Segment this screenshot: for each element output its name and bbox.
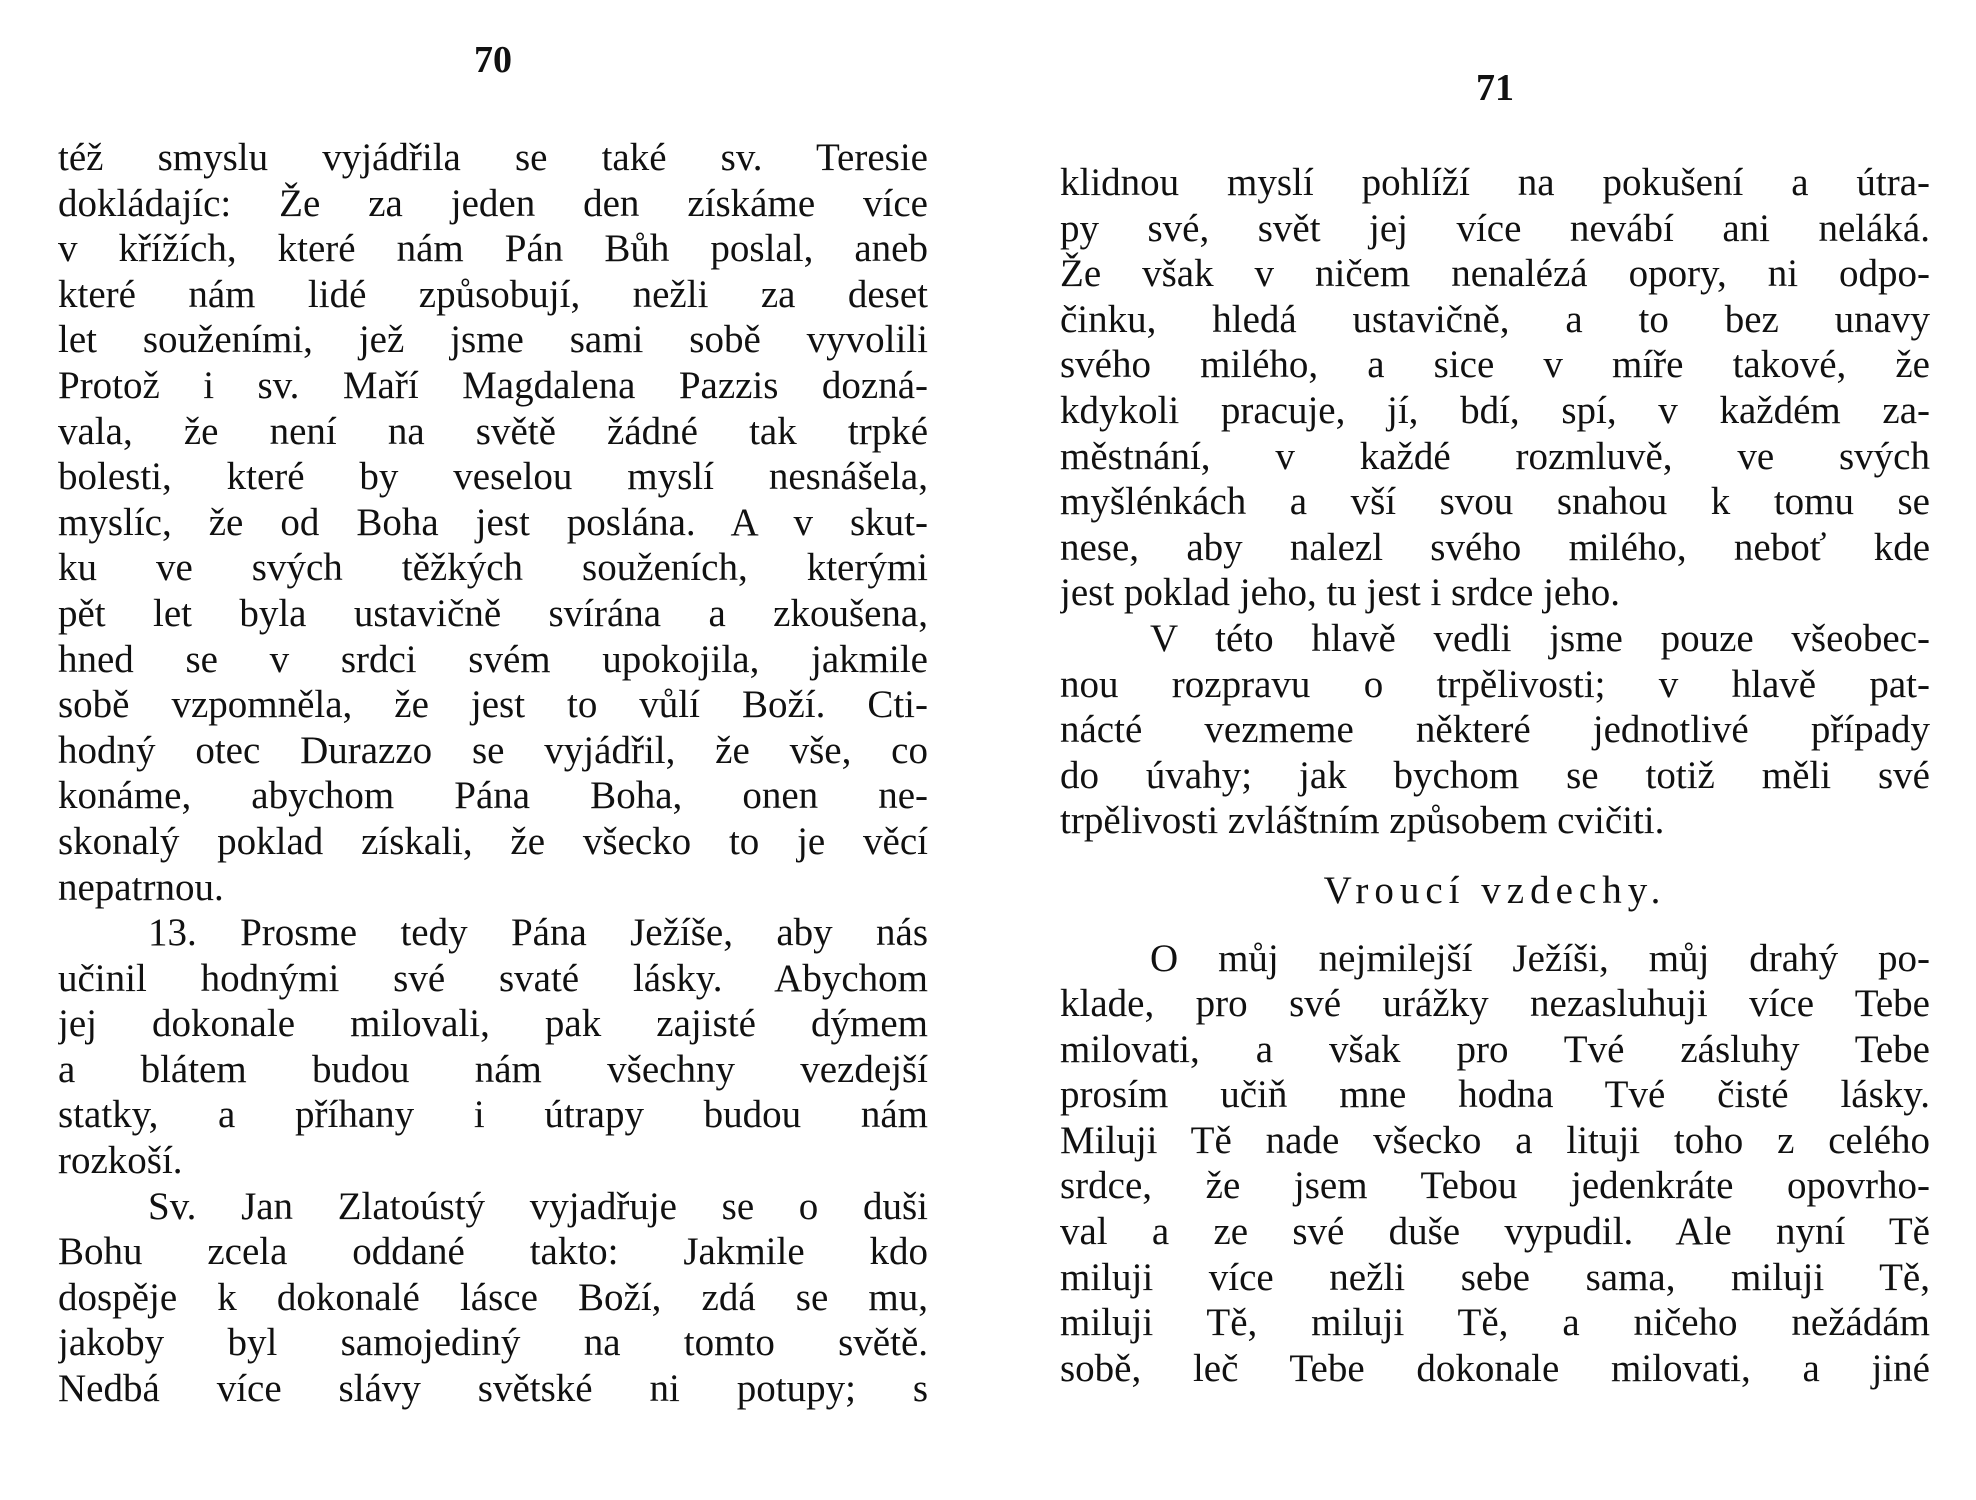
text-line: jest poklad jeho, tu jest i srdce jeho. xyxy=(1060,571,1620,615)
right-page-text xyxy=(1060,160,1930,1391)
text-line: miluji více nežli sebe sama, miluji Tě, xyxy=(1060,1255,1930,1299)
text-line: val a ze své duše vypudil. Ale nyní Tě xyxy=(1060,1210,1930,1254)
text-line: nácté vezmeme některé jednotlivé případy xyxy=(1060,708,1930,752)
text-line: myšlénkách a vší svou snahou k tomu se xyxy=(1060,480,1930,524)
text-line: činku, hledá ustavičně, a to bez unavy xyxy=(1060,297,1930,341)
text-line: kdykoli pracuje, jí, bdí, spí, v každém za- xyxy=(1060,388,1930,432)
text-line: v křížích, které nám Pán Bůh poslal, aneb xyxy=(58,227,928,271)
text-line: dokládajíc: Že za jeden den získáme více xyxy=(58,181,928,225)
text-line: miluji Tě, miluji Tě, a ničeho nežádám xyxy=(1060,1301,1930,1345)
text-line: do úvahy; jak bychom se totiž měli své xyxy=(1060,753,1930,797)
text-line: pět let byla ustavičně svírána a zkoušena, xyxy=(58,591,928,635)
paragraph-start-line: 13. Prosme tedy Pána Ježíše, aby nás xyxy=(148,911,928,955)
page-number-right: 71 xyxy=(1476,67,1514,109)
text-line: bolesti, které by veselou myslí nesnášela, xyxy=(58,455,928,499)
text-line: Nedbá více slávy světské ni potupy; s xyxy=(58,1367,928,1411)
text-line: vala, že není na světě žádné tak trpké xyxy=(58,409,928,453)
text-line: Že však v ničem nenalézá opory, ni odpo- xyxy=(1060,252,1930,296)
text-line: milovati, a však pro Tvé zásluhy Tebe xyxy=(1060,1027,1930,1071)
text-line: klade, pro své urážky nezasluhuji více Tebe xyxy=(1060,982,1930,1026)
text-line: srdce, že jsem Tebou jedenkráte opovrho- xyxy=(1060,1164,1930,1208)
text-line: svého milého, a sice v míře takové, že xyxy=(1060,343,1930,387)
text-line: nese, aby nalezl svého milého, neboť kde xyxy=(1060,525,1930,569)
page-number-left: 70 xyxy=(474,39,512,81)
text-line: statky, a příhany i útrapy budou nám xyxy=(58,1093,928,1137)
text-line: sobě, leč Tebe dokonale milovati, a jiné xyxy=(1060,1346,1930,1390)
text-line: dospěje k dokonalé lásce Boží, zdá se mu, xyxy=(58,1275,928,1319)
text-line: jakoby byl samojediný na tomto světě. xyxy=(58,1321,928,1365)
text-line: trpělivosti zvláštním způsobem cvičiti. xyxy=(1060,799,1665,843)
text-line: městnání, v každé rozmluvě, ve svých xyxy=(1060,434,1930,478)
text-line: též smyslu vyjádřila se také sv. Teresie xyxy=(58,136,928,179)
text-line: a blátem budou nám všechny vezdejší xyxy=(58,1047,928,1091)
text-line: py své, svět jej více nevábí ani neláká. xyxy=(1060,206,1930,250)
paragraph-start-line: V této hlavě vedli jsme pouze všeobec- xyxy=(1150,616,1930,660)
text-line: nepatrnou. xyxy=(58,865,224,909)
text-line: ku ve svých těžkých souženích, kterými xyxy=(58,546,928,590)
text-line: učinil hodnými své svaté lásky. Abychom xyxy=(58,956,928,1000)
text-line: klidnou myslí pohlíží na pokušení a útra- xyxy=(1060,161,1930,204)
paragraph-start-line: Sv. Jan Zlatoústý vyjadřuje se o duši xyxy=(148,1184,928,1228)
text-line: nou rozpravu o trpělivosti; v hlavě pat- xyxy=(1060,662,1930,706)
text-line: rozkoší. xyxy=(58,1139,183,1183)
left-page-text xyxy=(58,135,928,1412)
text-line: hned se v srdci svém upokojila, jakmile xyxy=(58,637,928,681)
text-line: sobě vzpomněla, že jest to vůlí Boží. Cti- xyxy=(58,683,928,727)
text-line: jej dokonale milovali, pak zajisté dýmem xyxy=(58,1002,928,1046)
section-heading: Vroucí vzdechy. xyxy=(1323,868,1667,912)
text-line: myslíc, že od Boha jest poslána. A v skut- xyxy=(58,500,928,544)
text-line: skonalý poklad získali, že všecko to je věcí xyxy=(58,819,928,863)
text-line: konáme, abychom Pána Boha, onen ne- xyxy=(58,774,928,818)
paragraph-start-line: O můj nejmilejší Ježíši, můj drahý po- xyxy=(1150,936,1930,980)
text-line: hodný otec Durazzo se vyjádřil, že vše, co xyxy=(58,728,928,772)
text-line: které nám lidé způsobují, nežli za deset xyxy=(58,272,928,316)
text-line: Miluji Tě nade všecko a lituji toho z celého xyxy=(1060,1118,1930,1162)
text-line: Protož i sv. Maří Magdalena Pazzis dozná- xyxy=(58,363,928,407)
text-line: Bohu zcela oddané takto: Jakmile kdo xyxy=(58,1230,928,1274)
text-line: let souženími, jež jsme sami sobě vyvolili xyxy=(58,318,928,362)
text-line: prosím učiň mne hodna Tvé čisté lásky. xyxy=(1060,1073,1930,1117)
